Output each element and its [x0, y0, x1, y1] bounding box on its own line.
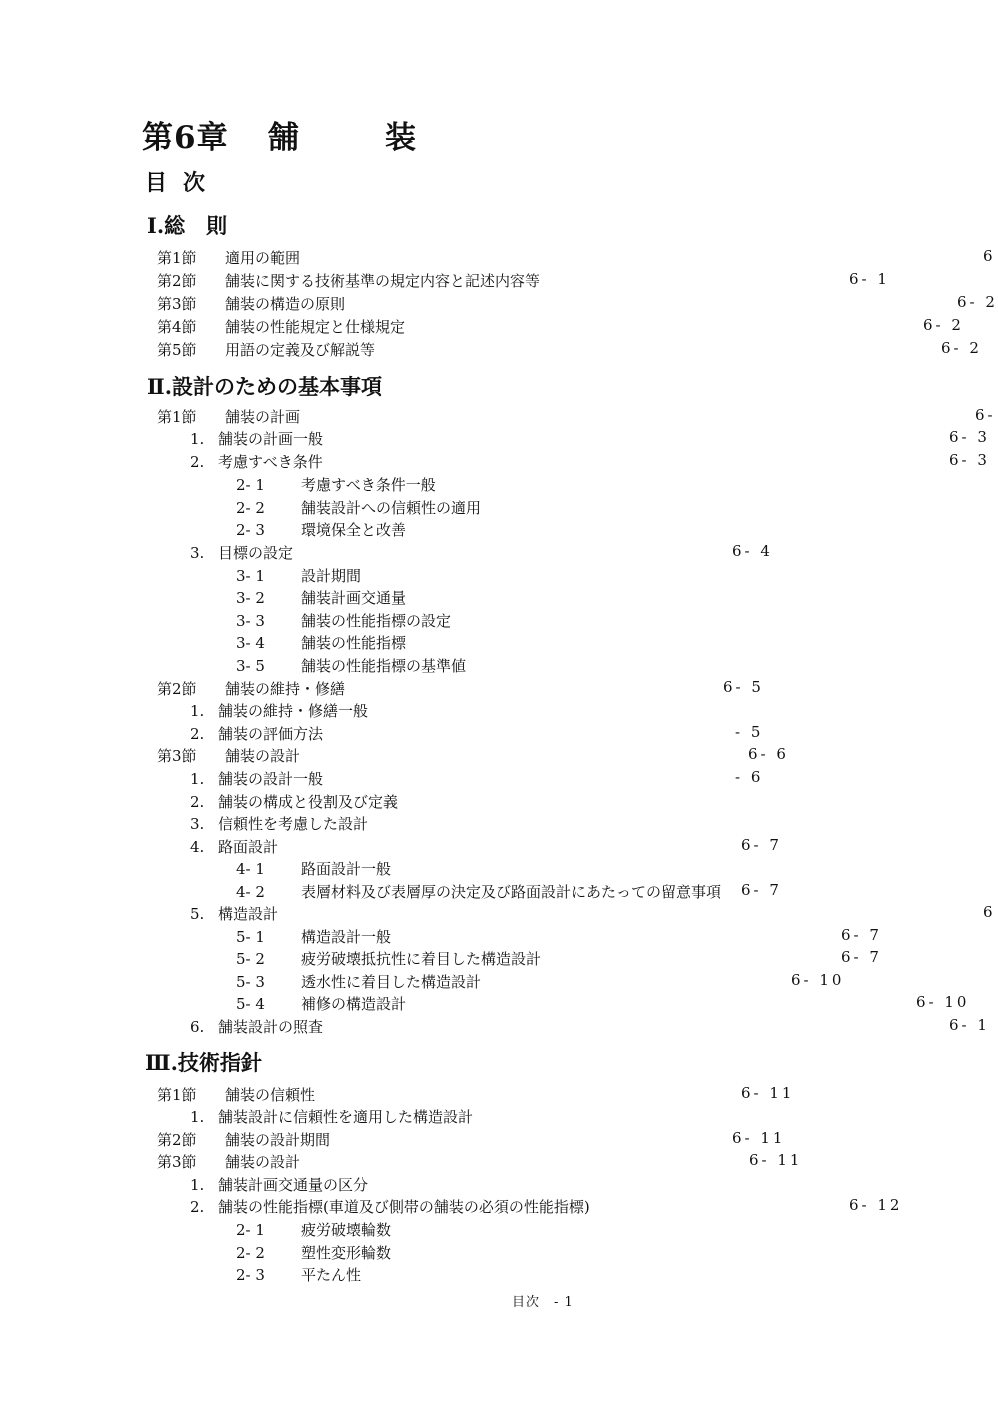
chapter-title: [142, 112, 417, 157]
toc-entry[interactable]: 1. 舗装の計画一般: [190, 430, 324, 448]
section-heading-2: Ⅱ.設計のための基本事項: [147, 374, 383, 399]
toc-page: 6- 7: [741, 881, 782, 899]
toc-page: - 6: [735, 768, 764, 786]
toc-entry[interactable]: 3- 1 設計期間: [236, 567, 362, 585]
toc-heading: 目次: [145, 170, 222, 196]
toc-entry[interactable]: 5- 4 補修の構造設計: [236, 995, 407, 1013]
toc-entry[interactable]: 2. 舗装の構成と役割及び定義: [190, 793, 399, 811]
toc-page: - 5: [735, 723, 764, 741]
toc-page: 6- 1: [949, 1016, 990, 1034]
toc-page: 6: [983, 247, 996, 265]
toc-page: 6- 11: [741, 1084, 795, 1102]
toc-entry[interactable]: 第2節 舗装の設計期間: [157, 1131, 331, 1149]
toc-entry[interactable]: 2- 2 舗装設計への信頼性の適用: [236, 499, 482, 517]
toc-entry[interactable]: 2. 舗装の性能指標(車道及び側帯の舗装の必須の性能指標): [190, 1198, 590, 1216]
toc-entry[interactable]: 6. 舗装設計の照査: [190, 1018, 324, 1036]
toc-entry[interactable]: 2- 1 考慮すべき条件一般: [236, 476, 436, 494]
toc-page: 6- 2: [941, 339, 982, 357]
toc-page: 6- 6: [748, 745, 789, 763]
toc-page: 6- 2: [923, 316, 964, 334]
toc-entry[interactable]: 第5節 用語の定義及び解説等: [157, 341, 376, 359]
toc-entry[interactable]: 3. 目標の設定: [190, 544, 294, 562]
toc-entry[interactable]: 2- 3 平たん性: [236, 1266, 362, 1284]
chapter-title-char-1: 舗: [268, 120, 300, 156]
toc-entry[interactable]: 4- 1 路面設計一般: [236, 860, 392, 878]
toc-page: 6- 7: [841, 926, 882, 944]
page-footer: 目次 - 1: [512, 1295, 574, 1310]
toc-entry[interactable]: 5- 3 透水性に着目した構造設計: [236, 973, 482, 991]
toc-entry[interactable]: 1. 舗装計画交通量の区分: [190, 1176, 369, 1194]
toc-entry[interactable]: 2- 3 環境保全と改善: [236, 521, 407, 539]
toc-page: 6- 10: [791, 971, 845, 989]
toc-entry[interactable]: 3. 信頼性を考慮した設計: [190, 815, 369, 833]
toc-entry[interactable]: 1. 舗装設計に信頼性を適用した構造設計: [190, 1108, 474, 1126]
toc-entry[interactable]: 3- 5 舗装の性能指標の基準値: [236, 657, 467, 675]
toc-entry[interactable]: 4- 2 表層材料及び表層厚の決定及び路面設計にあたっての留意事項: [236, 883, 722, 901]
toc-page: 6- 12: [849, 1196, 903, 1214]
section-heading-1: Ⅰ.総 則: [147, 213, 228, 238]
toc-entry[interactable]: 2. 舗装の評価方法: [190, 725, 324, 743]
toc-page: 6- 1: [849, 270, 890, 288]
toc-entry[interactable]: 5- 2 疲労破壊抵抗性に着目した構造設計: [236, 950, 542, 968]
section-heading-3: Ⅲ.技術指針: [145, 1050, 262, 1075]
chapter-label: 第6章: [142, 120, 229, 156]
toc-entry[interactable]: 第1節 舗装の信頼性: [157, 1086, 316, 1104]
toc-page: 6- 3: [949, 451, 990, 469]
toc-page: 6- 4: [732, 542, 773, 560]
toc-entry[interactable]: 第2節 舗装に関する技術基準の規定内容と記述内容等: [157, 272, 541, 290]
toc-entry[interactable]: 2. 考慮すべき条件: [190, 453, 323, 471]
toc-page: 6- 3: [949, 428, 990, 446]
toc-page: 6- 11: [749, 1151, 803, 1169]
toc-entry[interactable]: 3- 4 舗装の性能指標: [236, 634, 407, 652]
toc-entry[interactable]: 3- 3 舗装の性能指標の設定: [236, 612, 452, 630]
toc-entry[interactable]: 5. 構造設計: [190, 905, 279, 923]
toc-page: 6- 5: [723, 678, 764, 696]
toc-page: 6- 10: [916, 993, 970, 1011]
toc-entry[interactable]: 1. 舗装の維持・修繕一般: [190, 702, 369, 720]
toc-entry[interactable]: 第1節 適用の範囲: [157, 249, 301, 267]
toc-entry[interactable]: 2- 2 塑性変形輪数: [236, 1244, 392, 1262]
toc-entry[interactable]: 第4節 舗装の性能規定と仕様規定: [157, 318, 406, 336]
toc-page: 6- 7: [841, 948, 882, 966]
toc-page: 6: [983, 903, 996, 921]
toc-entry[interactable]: 2- 1 疲労破壊輪数: [236, 1221, 392, 1239]
toc-page: 6-: [975, 406, 996, 424]
toc-entry[interactable]: 4. 路面設計: [190, 838, 279, 856]
toc-entry[interactable]: 第3節 舗装の設計: [157, 1153, 301, 1171]
toc-page: 6- 11: [732, 1129, 786, 1147]
toc-entry[interactable]: 第2節 舗装の維持・修繕: [157, 680, 346, 698]
chapter-title-char-2: 装: [385, 120, 417, 156]
toc-entry[interactable]: 第1節 舗装の計画: [157, 408, 301, 426]
toc-page: 6- 7: [741, 836, 782, 854]
toc-page: 6- 2: [957, 293, 998, 311]
toc-entry[interactable]: 第3節 舗装の構造の原則: [157, 295, 346, 313]
toc-entry[interactable]: 1. 舗装の設計一般: [190, 770, 324, 788]
toc-entry[interactable]: 第3節 舗装の設計: [157, 747, 301, 765]
toc-entry[interactable]: 3- 2 舗装計画交通量: [236, 589, 407, 607]
toc-entry[interactable]: 5- 1 構造設計一般: [236, 928, 392, 946]
